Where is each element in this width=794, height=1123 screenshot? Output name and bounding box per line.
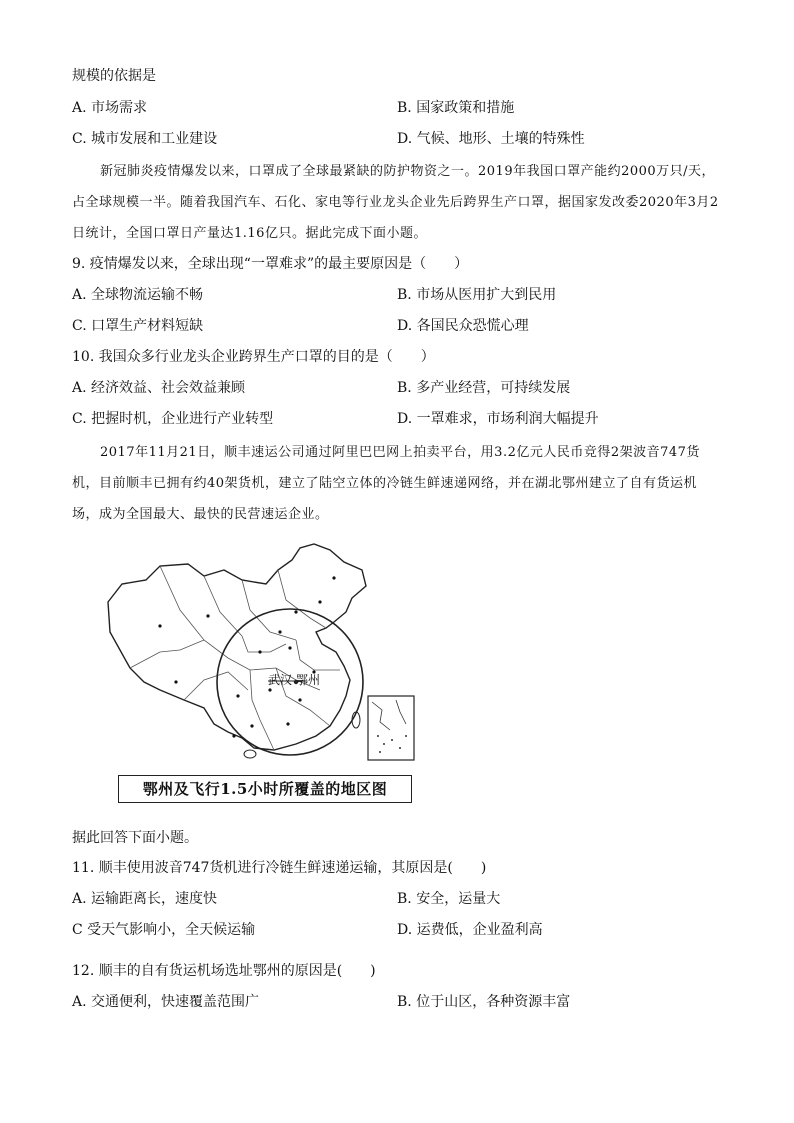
passage-sf-text: 2017年11月21日，顺丰速运公司通过阿里巴巴网上拍卖平台，用3.2亿元人民币竞得2架波音747货机，目前顺丰已拥有约40架货机，建立了陆空立体的冷链生鲜速递网络，并在湖北鄂州建立了自有货运机场，成为全国最大、最快的民营速运企业。: [72, 445, 700, 522]
q9-stem: 9. 疫情爆发以来，全球出现“一罩难求”的最主要原因是（ ）: [72, 256, 469, 272]
q12-option-a[interactable]: A. 交通便利，快速覆盖范围广: [72, 994, 260, 1010]
q12-option-b[interactable]: B. 位于山区，各种资源丰富: [397, 994, 571, 1010]
q11-option-b[interactable]: B. 安全，运量大: [397, 891, 501, 907]
q10-stem: 10. 我国众多行业龙头企业跨界生产口罩的目的是（ ）: [72, 349, 435, 365]
q10-option-c[interactable]: C. 把握时机，企业进行产业转型: [72, 411, 274, 427]
china-map-figure: [100, 540, 440, 805]
passage-masks: [72, 156, 722, 249]
map-label-wuhan: 武汉: [268, 673, 293, 687]
q11-option-a[interactable]: A. 运输距离长，速度快: [72, 891, 218, 907]
passage-masks-text: 新冠肺炎疫情爆发以来，口罩成了全球最紧缺的防护物资之一。2019年我国口罩产能约2000万只/天，占全球规模一半。随着我国汽车、石化、家电等行业龙头企业先后跨界生产口罩，据国家发改委2020年3月2日统计，全国口罩日产量达1.16亿只。据此完成下面小题。: [72, 164, 719, 241]
q9-option-c[interactable]: C. 口罩生产材料短缺: [72, 318, 204, 334]
top-line: 规模的依据是: [72, 68, 156, 84]
q11-option-c[interactable]: C 受天气影响小，全天候运输: [72, 922, 256, 938]
q8-option-a[interactable]: A. 市场需求: [72, 100, 148, 116]
south-china-sea-inset: [368, 696, 414, 760]
q11-stem: 11. 顺丰使用波音747货机进行冷链生鲜速递运输，其原因是( ): [72, 860, 487, 876]
q9-option-a[interactable]: A. 全球物流运输不畅: [72, 287, 204, 303]
q9-option-d[interactable]: D. 各国民众恐慌心理: [397, 318, 529, 334]
map-caption: 鄂州及飞行1.5小时所覆盖的地区图: [118, 775, 412, 803]
china-outline: [108, 544, 366, 750]
q8-option-c[interactable]: C. 城市发展和工业建设: [72, 131, 218, 147]
q10-option-a[interactable]: A. 经济效益、社会效益兼顾: [72, 380, 246, 396]
after-map-text: 据此回答下面小题。: [72, 830, 198, 846]
q10-option-b[interactable]: B. 多产业经营，可持续发展: [397, 380, 571, 396]
q12-stem: 12. 顺丰的自有货运机场选址鄂州的原因是( ): [72, 963, 376, 979]
passage-sf: [72, 437, 722, 530]
map-label-ezhou: 鄂州: [296, 673, 321, 687]
hainan-island: [244, 750, 256, 758]
q9-option-b[interactable]: B. 市场从医用扩大到民用: [397, 287, 557, 303]
q10-option-d[interactable]: D. 一罩难求，市场利润大幅提升: [397, 411, 599, 427]
q11-option-d[interactable]: D. 运费低，企业盈利高: [397, 922, 543, 938]
q8-option-b[interactable]: B. 国家政策和措施: [397, 100, 515, 116]
q8-option-d[interactable]: D. 气候、地形、土壤的特殊性: [397, 131, 585, 147]
